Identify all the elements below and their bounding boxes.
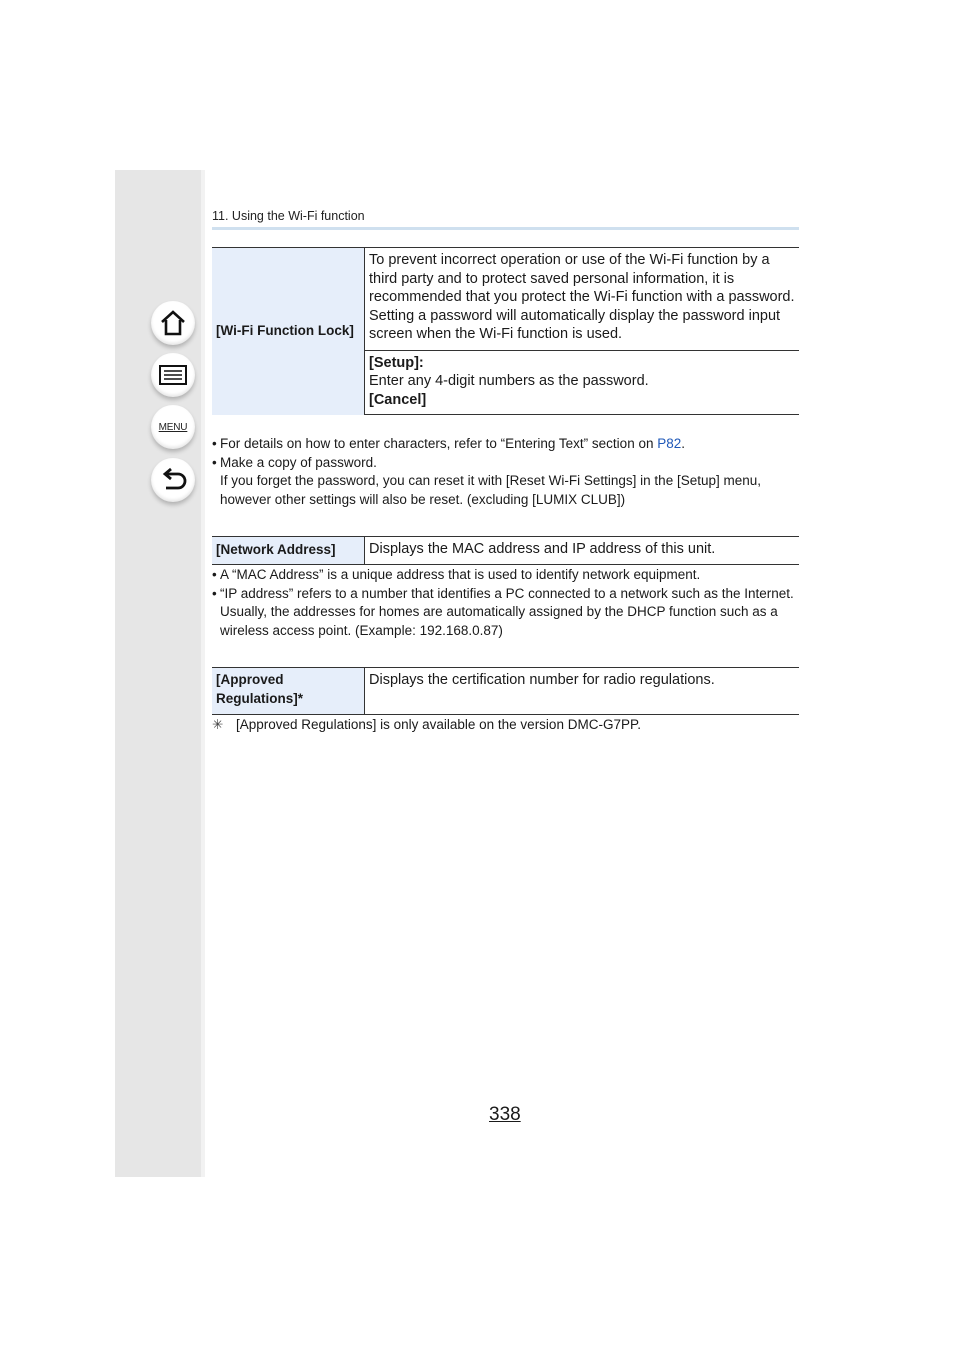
wifi-lock-description [365, 248, 800, 351]
page-number: 338 [489, 1104, 521, 1125]
note-item: • Make a copy of password. [212, 454, 377, 470]
network-address-description: Displays the MAC address and IP address of this unit. [365, 537, 800, 565]
network-address-table [212, 536, 799, 565]
header-rule [212, 227, 799, 230]
footnote-text: [Approved Regulations] is only available on the version DMC-G7PP. [236, 717, 641, 732]
menu-label: MENU [158, 421, 188, 433]
home-icon [158, 308, 188, 338]
wifi-lock-options [365, 350, 800, 415]
section-header: 11. Using the Wi-Fi function [212, 209, 365, 223]
note-item: • For details on how to enter characters, refer to “Entering Text” section on P82. [212, 436, 686, 451]
wifi-lock-table [212, 247, 799, 415]
approved-regulations-table [212, 667, 799, 715]
cancel-option-label: [Cancel] [369, 391, 427, 408]
note-item: • A “MAC Address” is a unique address that is used to identify network equipment. [212, 567, 701, 582]
return-arrow-icon [158, 466, 188, 494]
menu-button[interactable] [151, 405, 195, 449]
wifi-lock-description-2: Setting a password will automatically display the password input screen when the Wi-Fi function is used. [369, 307, 781, 342]
setup-option-text: Enter any 4-digit numbers as the password. [369, 373, 649, 389]
approved-regulations-description: Displays the certification number for radio regulations. [365, 668, 800, 715]
wifi-lock-label: [Wi-Fi Function Lock] [212, 248, 365, 415]
home-button[interactable] [151, 301, 195, 345]
setup-option-label: [Setup]: [369, 354, 424, 371]
note-item: • “IP address” refers to a number that identifies a PC connected to a network such as the Internet. Usually, the addresses for homes are automatically assigned by the DHCP function such as a wireless access point. (Example: 192.168.0.87) [212, 585, 794, 638]
sidebar-edge [201, 170, 205, 1177]
network-address-label: [Network Address] [212, 537, 365, 565]
back-button[interactable] [151, 458, 195, 502]
contents-list-button[interactable] [151, 353, 195, 397]
page-link-p82[interactable]: P82 [657, 436, 682, 451]
wifi-lock-notes [212, 435, 802, 509]
network-notes [212, 566, 802, 640]
footnote [212, 716, 641, 734]
note-continuation: If you forget the password, you can reset it with [Reset Wi-Fi Settings] in the [Setup] menu, however other settings will also be reset. (excluding [LUMIX CLUB]) [220, 473, 762, 507]
approved-regulations-label: [Approved Regulations]* [212, 668, 365, 715]
footnote-mark: ✳ [212, 717, 224, 732]
wifi-lock-description-1: To prevent incorrect operation or use of the Wi-Fi function by a third party and to protect saved personal information, it is recommended that you protect the Wi-Fi function with a password. [369, 252, 795, 305]
list-icon [158, 363, 188, 387]
